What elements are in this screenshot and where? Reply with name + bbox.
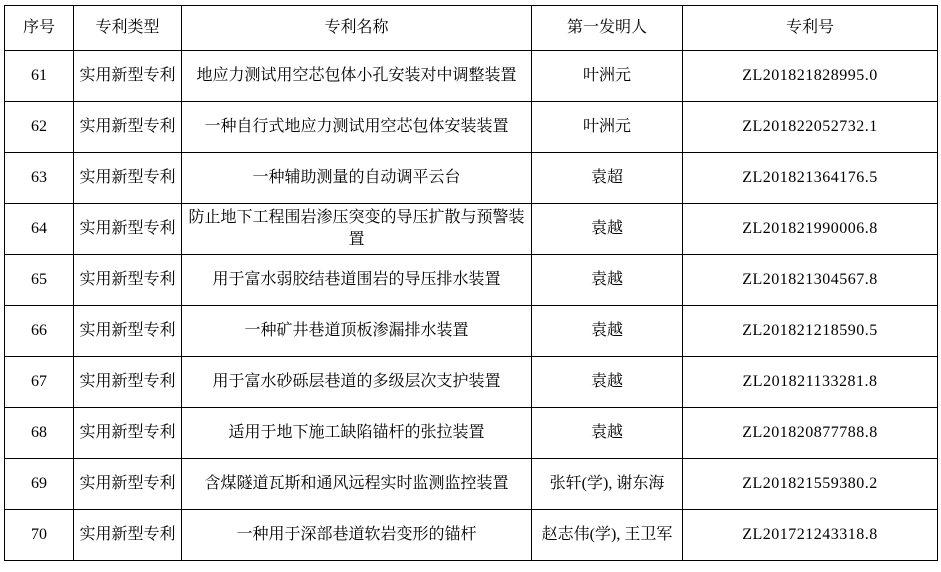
cell-type: 实用新型专利 bbox=[74, 102, 182, 153]
cell-no: 65 bbox=[5, 255, 74, 306]
cell-inventor: 张轩(学), 谢东海 bbox=[532, 459, 683, 510]
cell-inventor: 袁越 bbox=[532, 255, 683, 306]
table-row bbox=[5, 102, 938, 153]
cell-patent-no: ZL201821304567.8 bbox=[683, 255, 938, 306]
cell-inventor: 叶洲元 bbox=[532, 51, 683, 102]
cell-patent-no: ZL201821364176.5 bbox=[683, 153, 938, 204]
cell-type: 实用新型专利 bbox=[74, 408, 182, 459]
cell-inventor: 袁越 bbox=[532, 306, 683, 357]
cell-no: 67 bbox=[5, 357, 74, 408]
cell-name: 地应力测试用空芯包体小孔安装对中调整装置 bbox=[182, 51, 532, 102]
cell-type: 实用新型专利 bbox=[74, 255, 182, 306]
table-body bbox=[5, 51, 938, 561]
table-row bbox=[5, 204, 938, 255]
table-row bbox=[5, 510, 938, 561]
cell-name: 用于富水弱胶结巷道围岩的导压排水装置 bbox=[182, 255, 532, 306]
header-name: 专利名称 bbox=[182, 6, 532, 51]
cell-type: 实用新型专利 bbox=[74, 153, 182, 204]
cell-no: 61 bbox=[5, 51, 74, 102]
header-patent-no: 专利号 bbox=[683, 6, 938, 51]
cell-patent-no: ZL201821990006.8 bbox=[683, 204, 938, 255]
table-row bbox=[5, 255, 938, 306]
header-inventor: 第一发明人 bbox=[532, 6, 683, 51]
cell-inventor: 袁越 bbox=[532, 204, 683, 255]
cell-type: 实用新型专利 bbox=[74, 204, 182, 255]
table-header bbox=[5, 6, 938, 51]
cell-name: 适用于地下施工缺陷锚杆的张拉装置 bbox=[182, 408, 532, 459]
cell-inventor: 叶洲元 bbox=[532, 102, 683, 153]
cell-inventor: 袁超 bbox=[532, 153, 683, 204]
table-row bbox=[5, 306, 938, 357]
cell-inventor: 袁越 bbox=[532, 408, 683, 459]
patent-table bbox=[4, 5, 938, 561]
cell-type: 实用新型专利 bbox=[74, 459, 182, 510]
table-row bbox=[5, 357, 938, 408]
cell-type: 实用新型专利 bbox=[74, 510, 182, 561]
cell-no: 64 bbox=[5, 204, 74, 255]
table-row bbox=[5, 408, 938, 459]
cell-name: 防止地下工程围岩渗压突变的导压扩散与预警装置 bbox=[182, 204, 532, 255]
header-row bbox=[5, 6, 938, 51]
cell-no: 69 bbox=[5, 459, 74, 510]
header-type: 专利类型 bbox=[74, 6, 182, 51]
cell-type: 实用新型专利 bbox=[74, 357, 182, 408]
cell-patent-no: ZL201822052732.1 bbox=[683, 102, 938, 153]
cell-inventor: 赵志伟(学), 王卫军 bbox=[532, 510, 683, 561]
cell-type: 实用新型专利 bbox=[74, 306, 182, 357]
cell-name: 含煤隧道瓦斯和通风远程实时监测监控装置 bbox=[182, 459, 532, 510]
cell-patent-no: ZL201820877788.8 bbox=[683, 408, 938, 459]
cell-patent-no: ZL201821133281.8 bbox=[683, 357, 938, 408]
cell-name: 用于富水砂砾层巷道的多级层次支护装置 bbox=[182, 357, 532, 408]
cell-patent-no: ZL201821559380.2 bbox=[683, 459, 938, 510]
cell-patent-no: ZL201821828995.0 bbox=[683, 51, 938, 102]
table-row bbox=[5, 153, 938, 204]
cell-no: 63 bbox=[5, 153, 74, 204]
cell-patent-no: ZL201821218590.5 bbox=[683, 306, 938, 357]
cell-inventor: 袁越 bbox=[532, 357, 683, 408]
cell-name: 一种矿井巷道顶板渗漏排水装置 bbox=[182, 306, 532, 357]
cell-type: 实用新型专利 bbox=[74, 51, 182, 102]
cell-no: 66 bbox=[5, 306, 74, 357]
table-row bbox=[5, 51, 938, 102]
table-row bbox=[5, 459, 938, 510]
cell-no: 70 bbox=[5, 510, 74, 561]
cell-name: 一种用于深部巷道软岩变形的锚杆 bbox=[182, 510, 532, 561]
cell-name: 一种自行式地应力测试用空芯包体安装装置 bbox=[182, 102, 532, 153]
cell-no: 62 bbox=[5, 102, 74, 153]
cell-patent-no: ZL201721243318.8 bbox=[683, 510, 938, 561]
cell-no: 68 bbox=[5, 408, 74, 459]
cell-name: 一种辅助测量的自动调平云台 bbox=[182, 153, 532, 204]
header-no: 序号 bbox=[5, 6, 74, 51]
